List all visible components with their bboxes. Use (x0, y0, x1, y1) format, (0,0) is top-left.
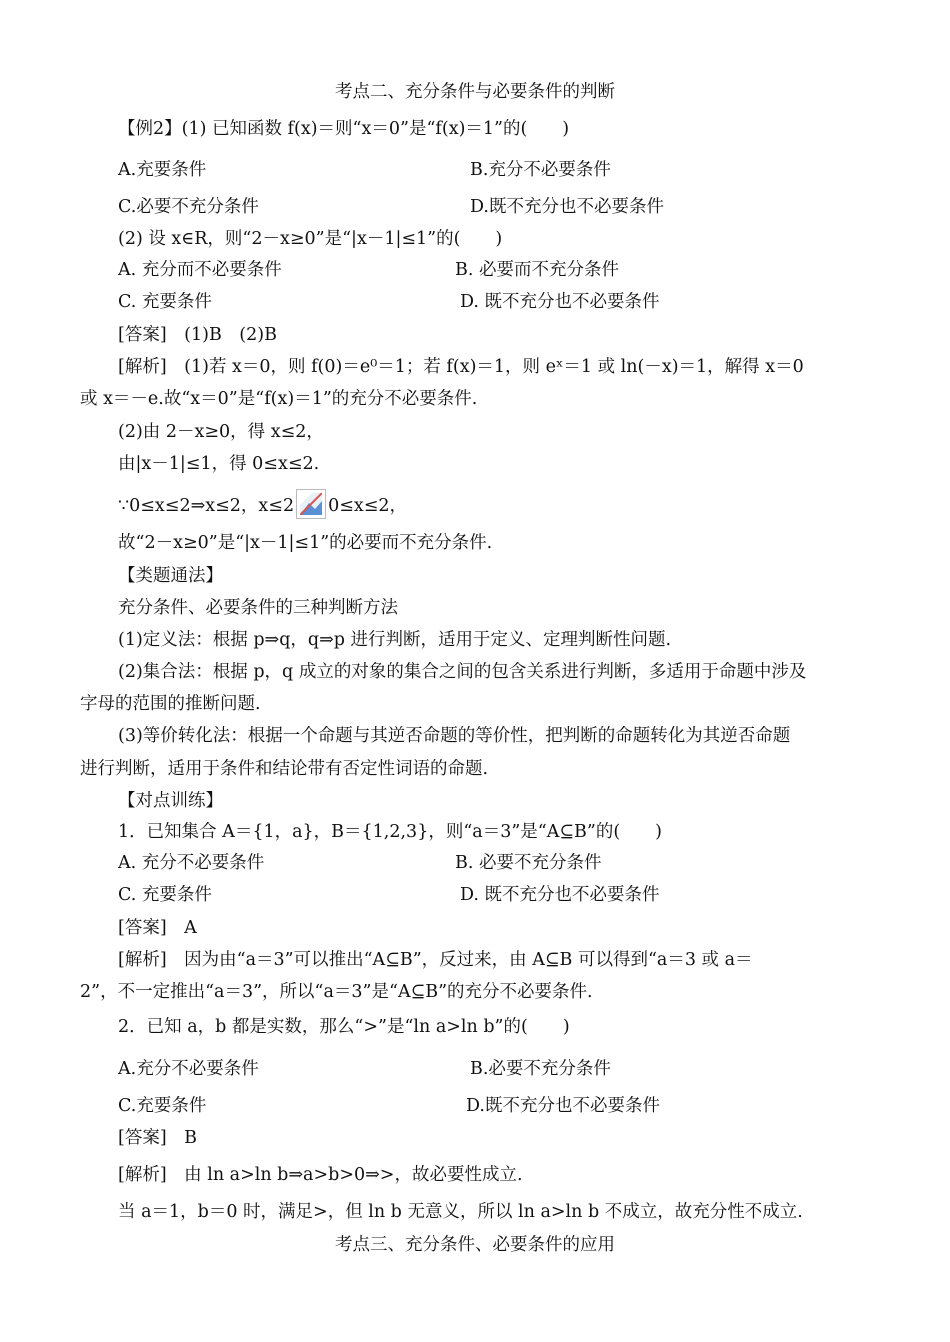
p1-option-b: B. 必要不充分条件 (455, 853, 602, 873)
section3-title: 考点三、充分条件、必要条件的应用 (335, 1235, 615, 1255)
method-3-line1: (3)等价转化法：根据一个命题与其逆否命题的等价性，把判断的命题转化为其逆否命题 (118, 726, 791, 746)
p2-option-a: A.充分不必要条件 (118, 1059, 259, 1079)
q1-option-a: A.充要条件 (118, 160, 207, 180)
q2-option-a: A. 充分而不必要条件 (118, 260, 282, 280)
example2-question1: 【例2】(1) 已知函数 f(x)＝则“x＝0”是“f(x)＝1”的( ) (118, 119, 570, 139)
analysis-line5-part1: ∵0≤x≤2⇒x≤2，x≤2 (118, 496, 295, 516)
q2-option-b: B. 必要而不充分条件 (455, 260, 619, 280)
p2-option-d: D.既不充分也不必要条件 (466, 1096, 660, 1116)
p2-answer: [答案] B (118, 1128, 198, 1148)
p1-analysis-line2: 2”，不一定推出“a＝3”，所以“a＝3”是“A⊆B”的充分不必要条件. (80, 982, 593, 1002)
p2-option-c: C.充要条件 (118, 1096, 207, 1116)
practice-question1: 1．已知集合 A＝{1，a}，B＝{1,2,3}，则“a＝3”是“A⊆B”的( ) (118, 822, 662, 842)
method-3-line2: 进行判断，适用于条件和结论带有否定性词语的命题. (80, 759, 489, 779)
example2-analysis-line1: [解析] (1)若 x＝0，则 f(0)＝e⁰＝1；若 f(x)＝1，则 eˣ＝1 或 ln(－x)＝1，解得 x＝0 (118, 357, 804, 377)
example2-analysis-line2: 或 x＝－e.故“x＝0”是“f(x)＝1”的充分不必要条件. (80, 389, 478, 409)
example2-analysis-line6: 故“2－x≥0”是“|x－1|≤1”的必要而不充分条件. (118, 533, 493, 553)
practice-question2: 2．已知 a，b 都是实数，那么“>”是“ln a>ln b”的( ) (118, 1017, 570, 1037)
method-2-line1: (2)集合法：根据 p，q 成立的对象的集合之间的包含关系进行判断，多适用于命题中涉及 (118, 662, 807, 682)
example2-analysis-line4: 由|x－1|≤1，得 0≤x≤2. (118, 454, 320, 474)
p1-analysis-line1: [解析] 因为由“a＝3”可以推出“A⊆B”，反过来，由 A⊆B 可以得到“a＝3 或 a＝ (118, 950, 753, 970)
section2-title: 考点二、充分条件与必要条件的判断 (335, 82, 615, 102)
method-2-line2: 字母的范围的推断问题. (80, 694, 261, 714)
p1-option-c: C. 充要条件 (118, 885, 212, 905)
example2-question2: (2) 设 x∈R，则“2－x≥0”是“|x－1|≤1”的( ) (118, 229, 503, 249)
example2-answer: [答案] (1)B (2)B (118, 325, 277, 345)
p2-analysis-line2: 当 a＝1，b＝0 时，满足>，但 ln b 无意义，所以 ln a>ln b 不成立，故充分性不成立. (118, 1202, 803, 1222)
method-intro: 充分条件、必要条件的三种判断方法 (118, 598, 398, 618)
p1-option-d: D. 既不充分也不必要条件 (460, 885, 660, 905)
broken-image-icon (296, 489, 326, 519)
q1-option-c: C.必要不充分条件 (118, 197, 259, 217)
method-heading: 【类题通法】 (118, 566, 223, 586)
example2-analysis-line5 (118, 489, 407, 519)
q1-option-d: D.既不充分也不必要条件 (470, 197, 664, 217)
analysis-line5-part2: 0≤x≤2， (328, 496, 408, 516)
p2-option-b: B.必要不充分条件 (470, 1059, 611, 1079)
example2-analysis-line3: (2)由 2－x≥0，得 x≤2， (118, 422, 324, 442)
practice-heading: 【对点训练】 (118, 791, 223, 811)
method-1: (1)定义法：根据 p⇒q，q⇒p 进行判断，适用于定义、定理判断性问题. (118, 630, 672, 650)
p1-answer: [答案] A (118, 918, 197, 938)
p1-option-a: A. 充分不必要条件 (118, 853, 265, 873)
q2-option-d: D. 既不充分也不必要条件 (460, 292, 660, 312)
q1-option-b: B.充分不必要条件 (470, 160, 611, 180)
q2-option-c: C. 充要条件 (118, 292, 212, 312)
p2-analysis-line1: [解析] 由 ln a>ln b⇒a>b>0⇒>，故必要性成立. (118, 1165, 523, 1185)
